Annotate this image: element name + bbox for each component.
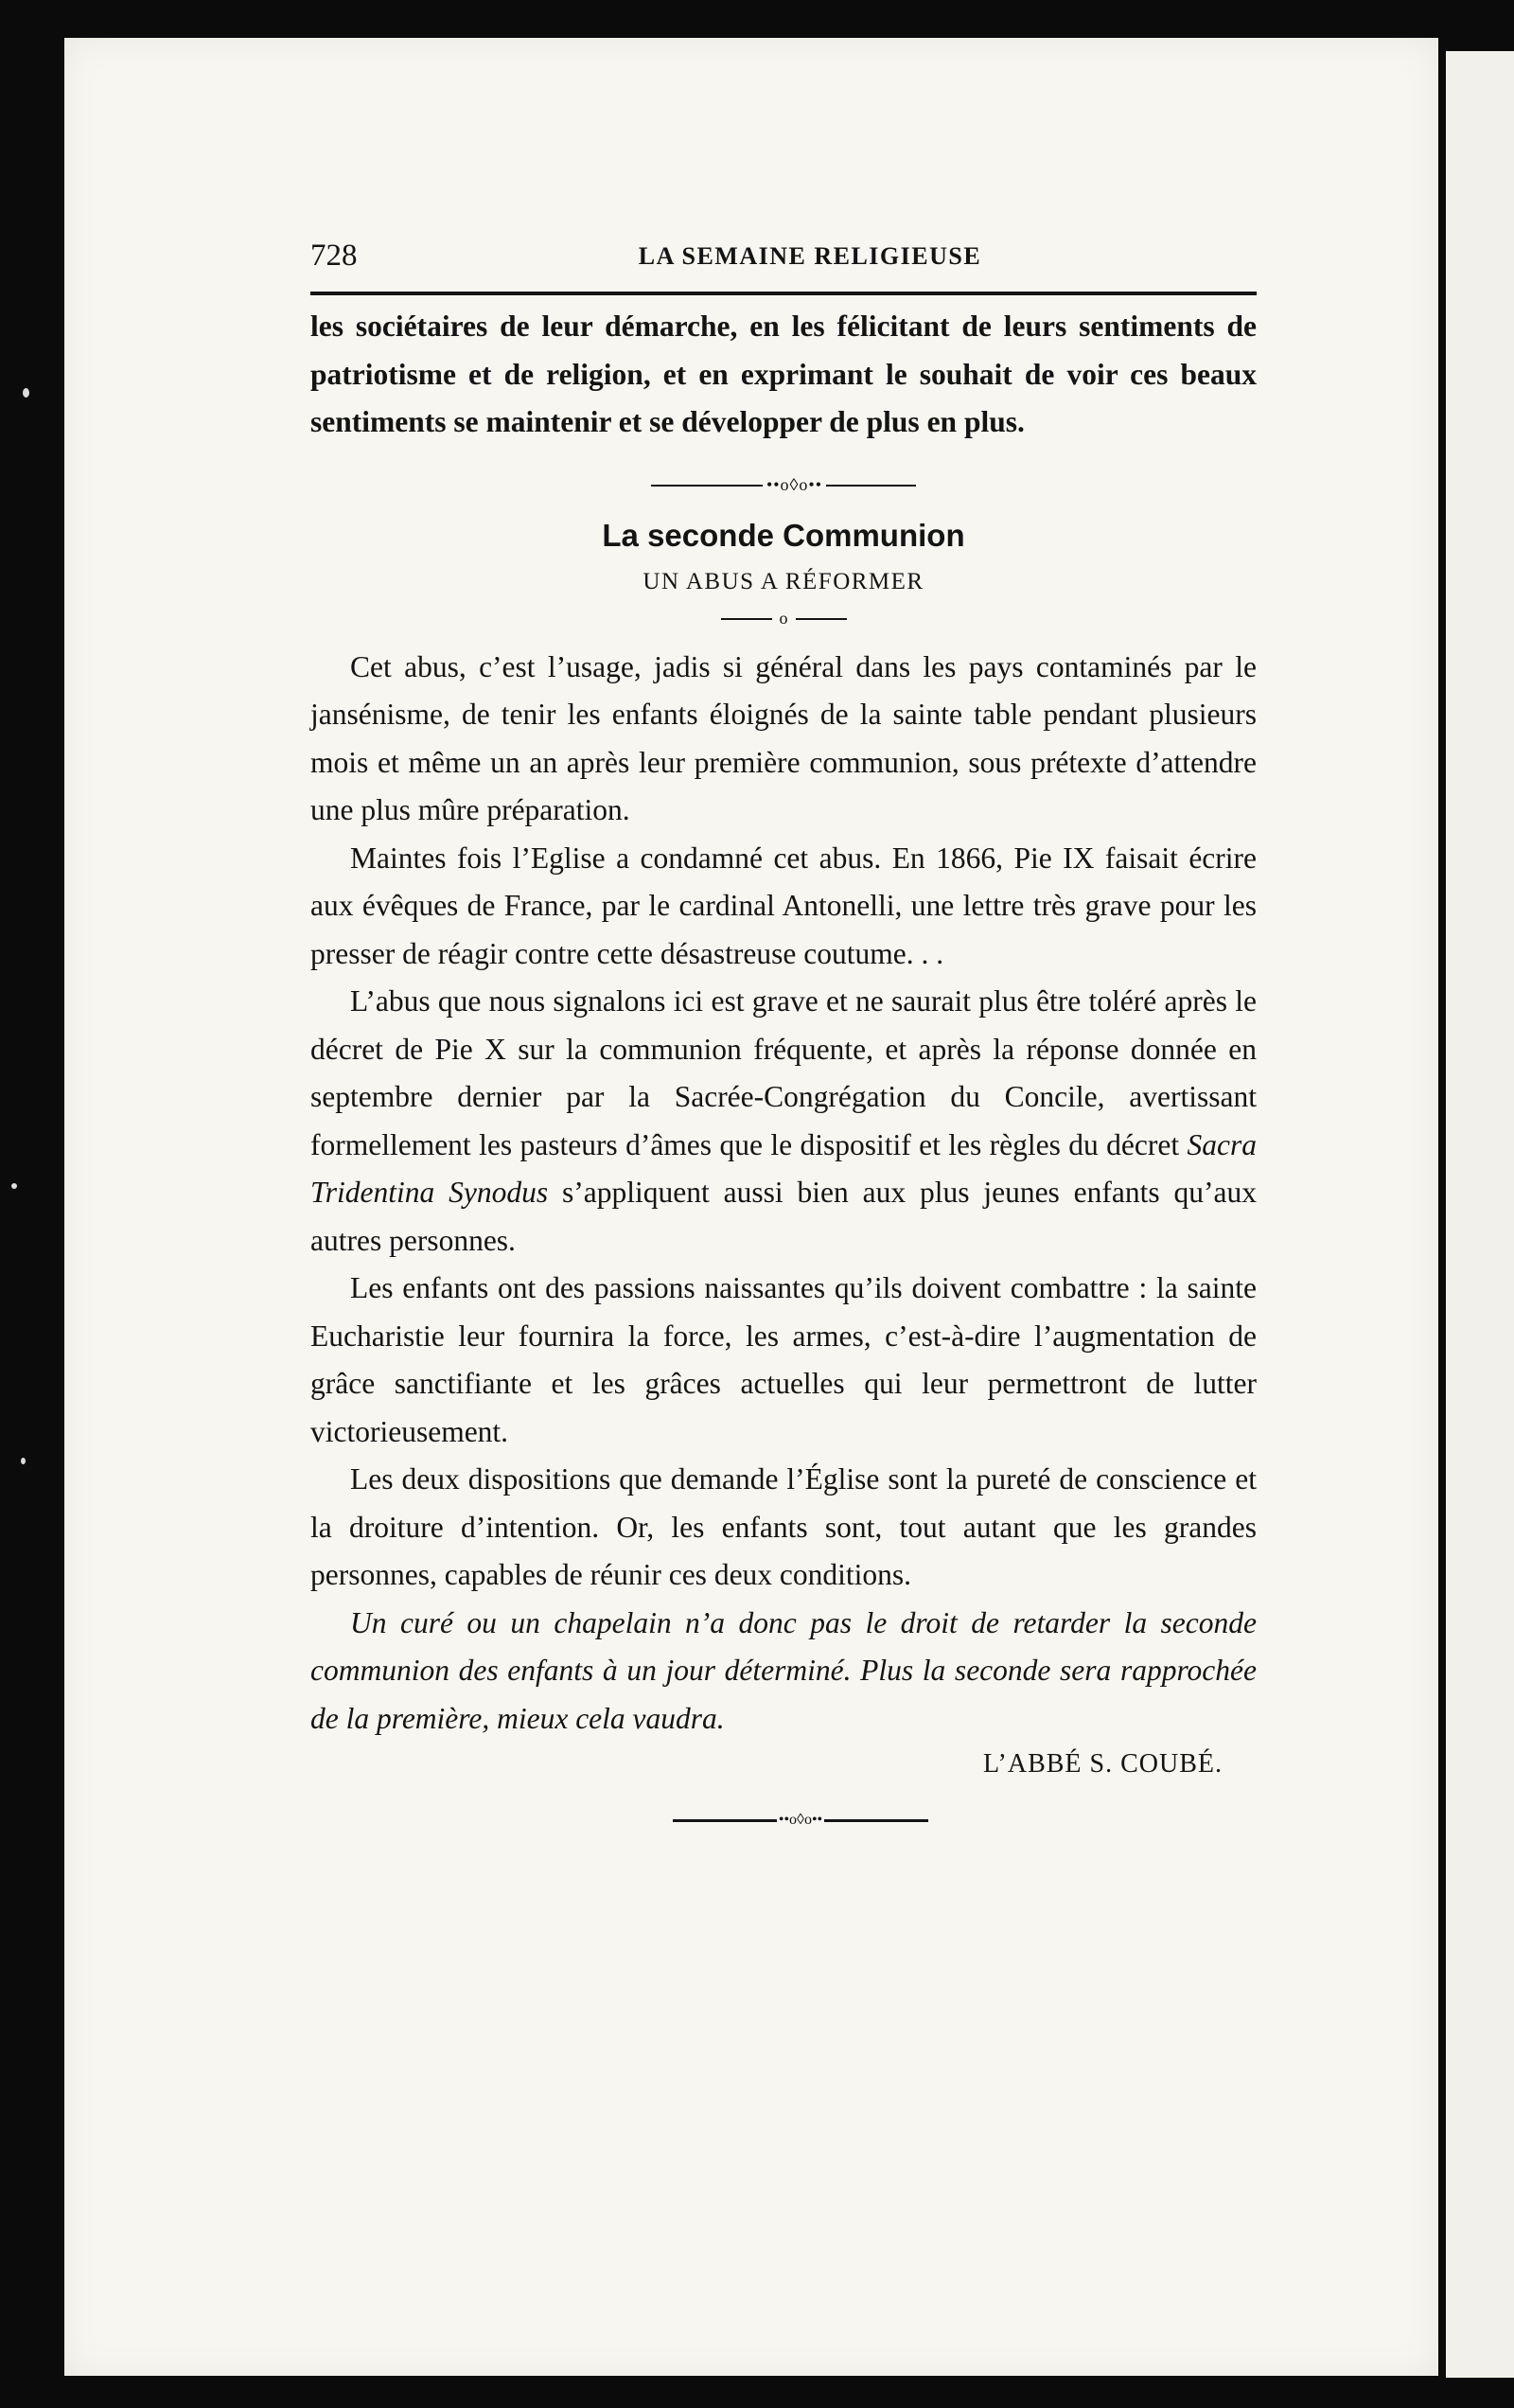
small-divider-left bbox=[721, 618, 772, 620]
header-rule bbox=[310, 292, 1257, 295]
author-signature: L’ABBÉ S. COUBÉ. bbox=[982, 1749, 1223, 1779]
small-divider-ornament: o bbox=[779, 609, 788, 628]
end-divider-left bbox=[673, 1819, 777, 1822]
page-number: 728 bbox=[310, 239, 358, 273]
article-title: La seconde Communion bbox=[602, 517, 965, 553]
running-title: LA SEMAINE RELIGIEUSE bbox=[638, 242, 982, 270]
scan-speck bbox=[21, 1458, 26, 1464]
divider-ornament: ••o◊o•• bbox=[766, 475, 823, 494]
end-divider-right bbox=[824, 1819, 928, 1822]
page-content bbox=[310, 239, 1257, 1847]
small-divider-right bbox=[796, 618, 847, 620]
divider-line-left bbox=[651, 485, 763, 487]
article-paragraph: Cet abus, c’est l’usage, jadis si général dans les pays contaminés par le jansénisme, de tenir les enfants éloignés de la sainte table pendant plusieurs mois et même un an après leur première communion, sous prétexte d’attendre une plus mûre préparation. bbox=[310, 649, 1257, 826]
scan-speck bbox=[23, 388, 29, 398]
scan-speck bbox=[11, 1183, 17, 1189]
intro-paragraph: les sociétaires de leur démarche, en les félicitant de leurs sentiments de patriotisme et de religion, et en exprimant le souhait de voir ces beaux sentiments se maintenir et se développer de plus en plus. bbox=[310, 310, 1257, 438]
decree-text-after: s’appliquent aussi bien aux plus jeunes enfants qu’aux autres personnes. bbox=[310, 1176, 1257, 1257]
divider-line-right bbox=[826, 485, 916, 487]
article-paragraph: Maintes fois l’Eglise a condamné cet abus. En 1866, Pie IX faisait écrire aux évêques de France, par le cardinal Antonelli, une lettre très grave pour les presser de réagir contre cette désastreuse coutume. . . bbox=[310, 841, 1257, 970]
facing-page-edge bbox=[1446, 51, 1514, 2378]
end-divider bbox=[310, 1794, 1257, 1847]
end-divider-ornament: ••o◊o•• bbox=[778, 1812, 823, 1828]
decree-text-before: L’abus que nous signalons ici est grave et ne saurait plus être toléré après le décret de Pie X sur la communion fréquente, et après la réponse donnée en septembre dernier par la Sacrée-Congrégation du Concile, avertissant formellement les pasteurs d’âmes que le dispositif et les règles du décret bbox=[310, 984, 1257, 1161]
article-subtitle: UN ABUS A RÉFORMER bbox=[643, 568, 924, 594]
section-divider bbox=[310, 464, 1257, 507]
decree-name: Sacra Tridentina Synodus bbox=[310, 1127, 1257, 1209]
article-paragraph-decree bbox=[310, 978, 1257, 1265]
conclusion-paragraph: Un curé ou un chapelain n’a donc pas le droit de retarder la seconde communion des enfants à un jour déterminé. Plus la seconde sera rapprochée de la première, mieux cela vaudra. bbox=[310, 1605, 1257, 1735]
subtitle-divider bbox=[310, 598, 1257, 640]
article-paragraph: Les deux dispositions que demande l’Église sont la pureté de conscience et la droiture d’intention. Or, les enfants sont, tout autant que les grandes personnes, capables de réunir ces deux conditions. bbox=[310, 1462, 1257, 1591]
running-head bbox=[310, 239, 1257, 288]
article-paragraph: Les enfants ont des passions naissantes qu’ils doivent combattre : la sainte Eucharistie leur fournira la force, les armes, c’est-à-dire l’augmentation de grâce sanctifiante et les grâces actuelles qui leur permettront de lutter victorieusement. bbox=[310, 1271, 1257, 1448]
